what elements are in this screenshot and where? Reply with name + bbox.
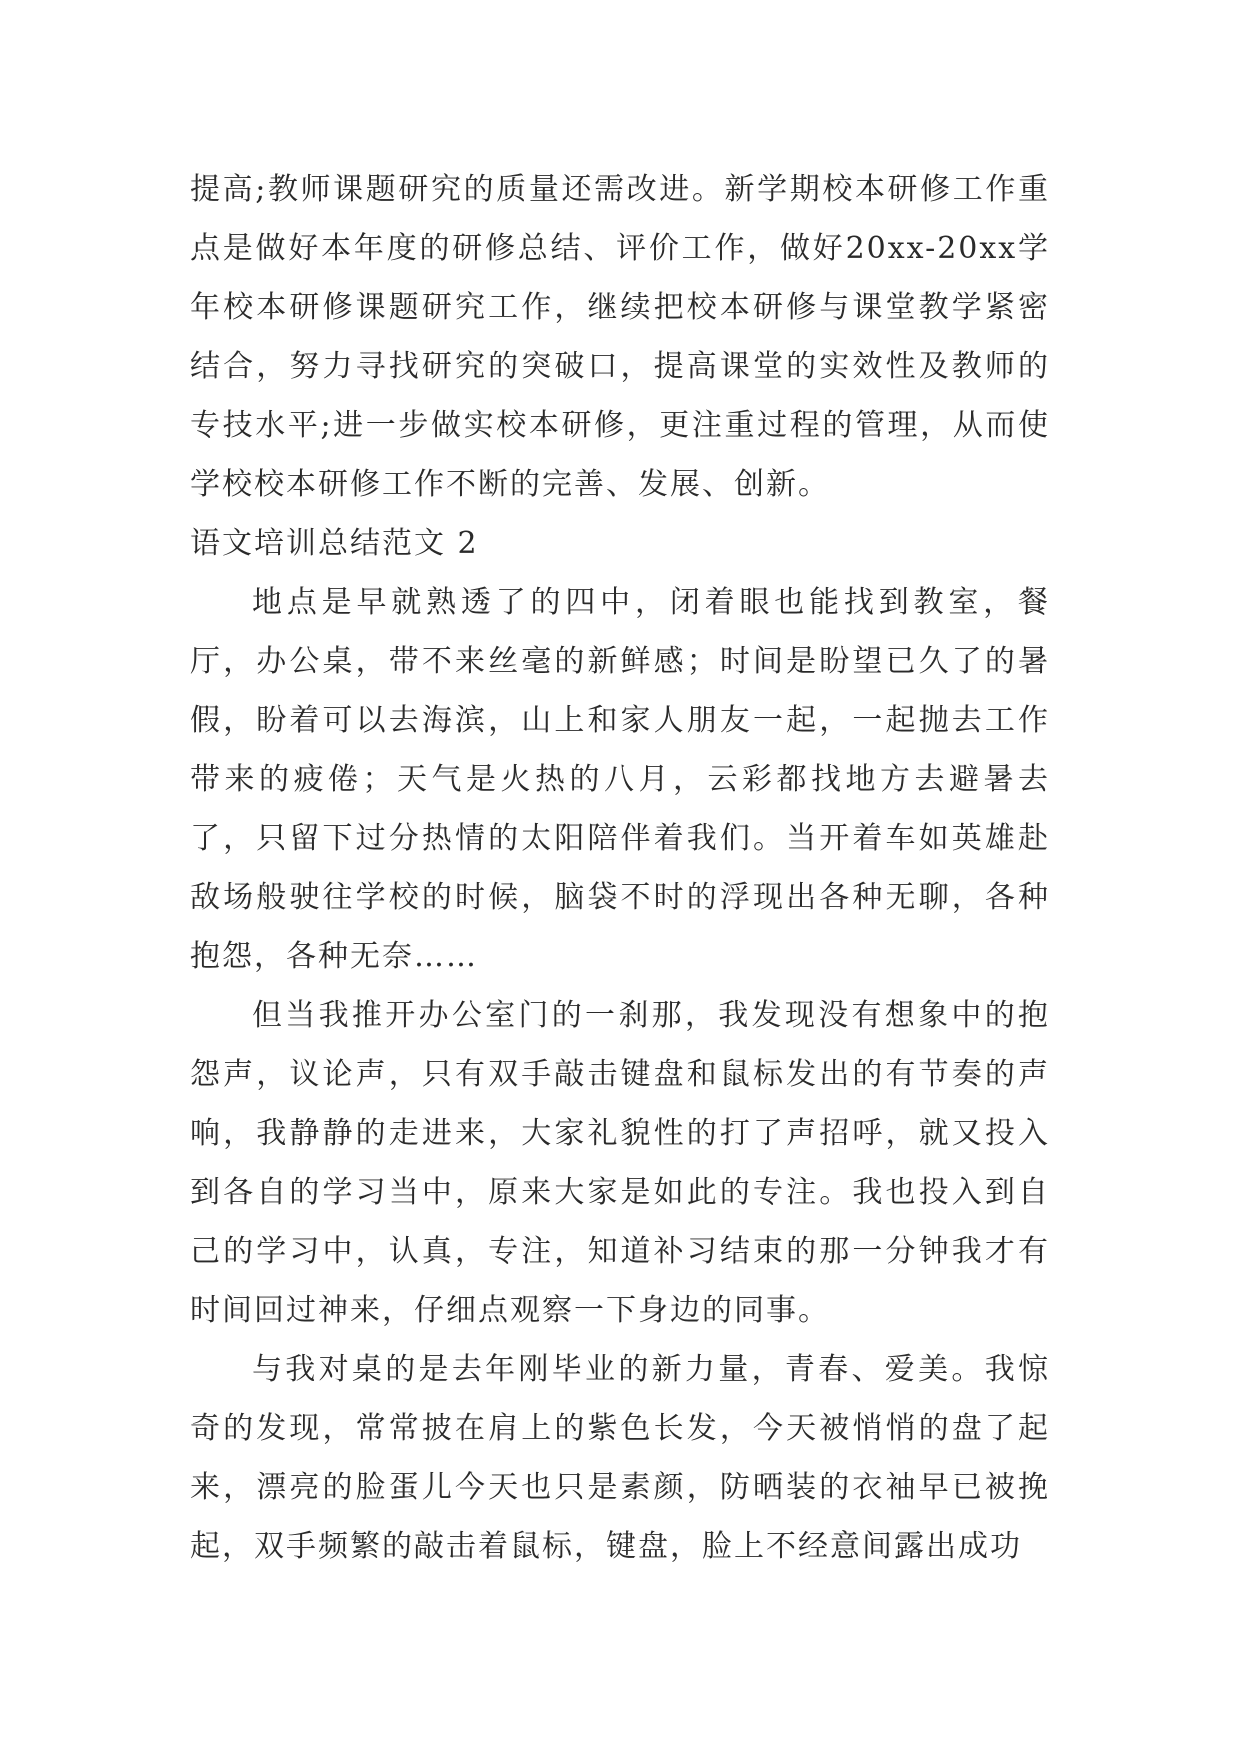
paragraph-2: 但当我推开办公室门的一刹那，我发现没有想象中的抱怨声，议论声，只有双手敲击键盘和鼠标发出的有节奏的声响，我静静的走进来，大家礼貌性的打了声招呼，就又投入到各自的学习当中，原来大家是如此的专注。我也投入到自己的学习中，认真，专注，知道补习结束的那一分钟我才有时间回过神来，仔细点观察一下身边的同事。 — [190, 998, 1050, 1328]
paragraph-3: 与我对桌的是去年刚毕业的新力量，青春、爱美。我惊奇的发现，常常披在肩上的紫色长发，今天被悄悄的盘了起来，漂亮的脸蛋儿今天也只是素颜，防晒装的衣袖早已被挽起，双手频繁的敲击着鼠标，键盘，脸上不经意间露出成功 — [190, 1352, 1050, 1564]
paragraph-1: 地点是早就熟透了的四中，闭着眼也能找到教室，餐厅，办公桌，带不来丝毫的新鲜感；时间是盼望已久了的暑假，盼着可以去海滨，山上和家人朋友一起，一起抛去工作带来的疲倦；天气是火热的八月，云彩都找地方去避暑去了，只留下过分热情的太阳陪伴着我们。当开着车如英雄赴敌场般驶往学校的时候，脑袋不时的浮现出各种无聊，各种抱怨，各种无奈…… — [190, 585, 1050, 974]
continued-paragraph: 提高;教师课题研究的质量还需改进。新学期校本研修工作重点是做好本年度的研修总结、评价工作，做好20xx-20xx学年校本研修课题研究工作，继续把校本研修与课堂教学紧密结合，努力寻找研究的突破口，提高课堂的实效性及教师的专技水平;进一步做实校本研修，更注重过程的管理，从而使学校校本研修工作不断的完善、发展、创新。 — [190, 172, 1050, 502]
section-title: 语文培训总结范文 2 — [190, 526, 479, 561]
document-body — [190, 160, 1050, 1576]
